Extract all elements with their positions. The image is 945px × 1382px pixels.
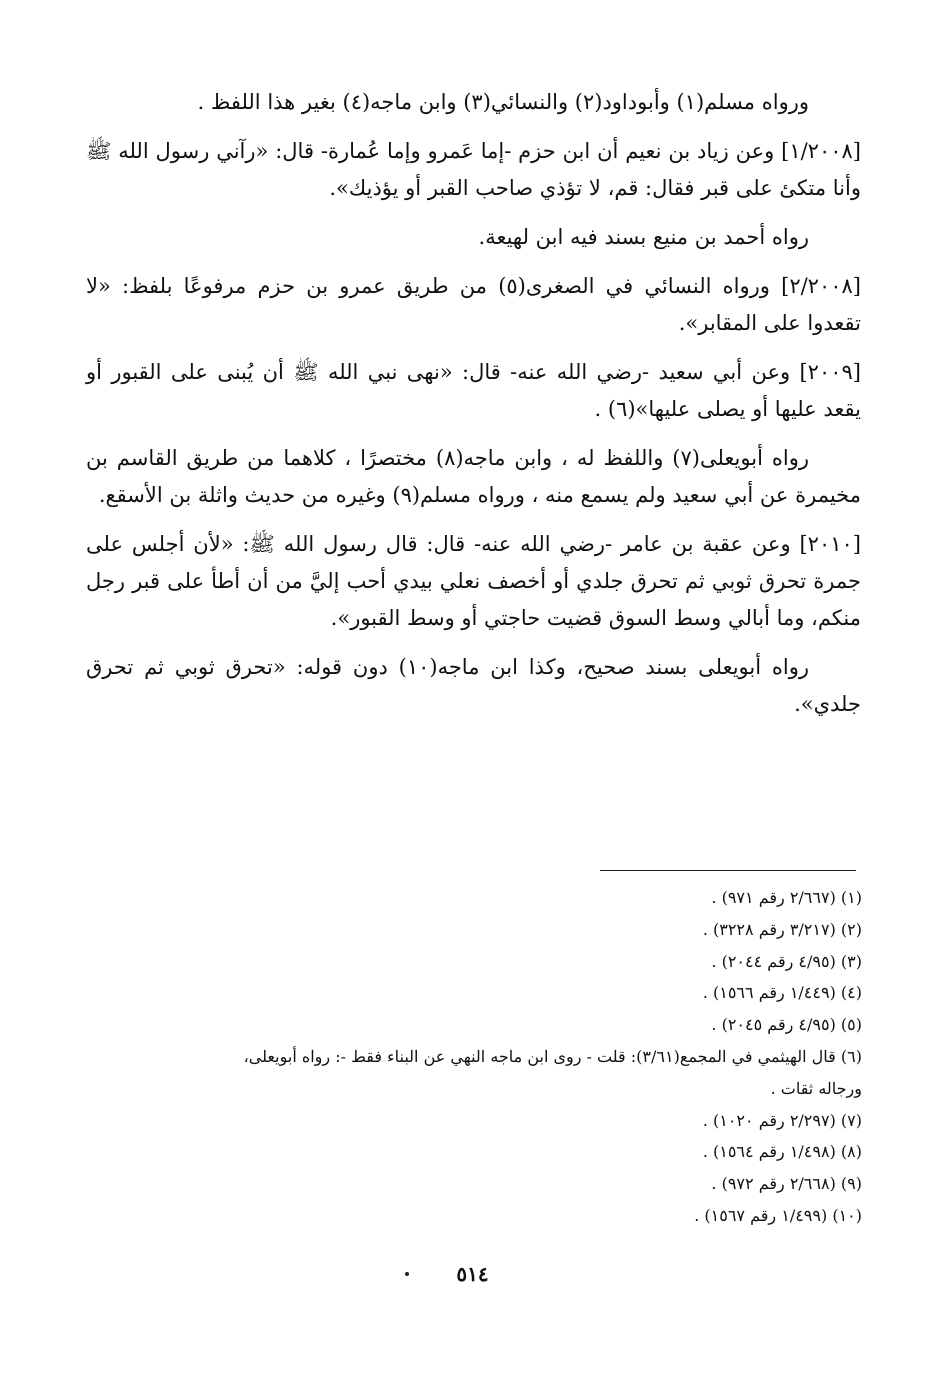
footnote-item: (١٠) (١/٤٩٩ رقم ١٥٦٧) . <box>694 1205 862 1225</box>
footnote-item: (٢) (٣/٢١٧ رقم ٣٢٢٨) . <box>702 919 862 939</box>
footnote-item: (٩) (٢/٦٦٨ رقم ٩٧٢) . <box>711 1174 862 1194</box>
main-text <box>86 84 861 735</box>
footnote-item: (٥) (٤/٩٥ رقم ٢٠٤٥) . <box>711 1015 862 1035</box>
takhrij-abu-yala: رواه أبويعلى(٧) واللفظ له ، وابن ماجه(٨) مختصرًا ، كلاهما من طريق القاسم بن مخيمرة عن أبي سعيد ولم يسمع منه ، ورواه مسلم(٩) وغيره من حديث واثلة بن الأسقع. <box>86 446 861 507</box>
footnote-item: (٧) (٢/٢٩٧ رقم ١٠٢٠) . <box>702 1110 862 1130</box>
footnote-item: (١) (٢/٦٦٧ رقم ٩٧١) . <box>711 888 862 907</box>
footnotes <box>200 882 862 1232</box>
footnote-item: (٨) (١/٤٩٨ رقم ١٥٦٤) . <box>702 1142 862 1162</box>
hadith-2008-2: [٢/٢٠٠٨] ورواه النسائي في الصغرى(٥) من طريق عمرو بن حزم مرفوعًا بلفظ: «لا تقعدوا على المقابر». <box>86 274 861 335</box>
footnote-item: (٣) (٤/٩٥ رقم ٢٠٤٤) . <box>711 951 862 971</box>
hadith-2009: [٢٠٠٩] وعن أبي سعيد -رضي الله عنه- قال: «نهى نبي الله ﷺ أن يُبنى على القبور أو يقعد عليها أو يصلى عليها»(٦) . <box>86 360 861 421</box>
footnote-divider <box>600 870 856 871</box>
takhrij-abu-yala-sahih: رواه أبويعلى بسند صحيح، وكذا ابن ماجه(١٠) دون قوله: «تحرق ثوبي ثم تحرق جلدي». <box>86 655 861 716</box>
hadith-2008-1: [١/٢٠٠٨] وعن زياد بن نعيم أن ابن حزم -إما عَمرو وإما عُمارة- قال: «رآني رسول الله ﷺ وأنا متكئ على قبر فقال: قم، لا تؤذي صاحب القبر أو يؤذيك». <box>86 139 861 200</box>
takhrij-ahmad-bin-mani: رواه أحمد بن منيع بسند فيه ابن لهيعة. <box>478 225 809 249</box>
page-number: ٥١٤ <box>456 1262 489 1286</box>
footnote-item: (٦) قال الهيثمي في المجمع(٣/٦١): قلت - روى ابن ماجه النهي عن البناء فقط -: رواه أبويعلى، ورجاله ثقات . <box>243 1046 862 1098</box>
hadith-2010: [٢٠١٠] وعن عقبة بن عامر -رضي الله عنه- قال: قال رسول الله ﷺ: «لأن أجلس على جمرة تحرق ثوبي ثم تحرق جلدي أو أخصف نعلي بيدي أحب إليَّ من أن أطأ على قبر رجل منكم، وما أبالي وسط السوق قضيت حاجتي أو وسط القبور». <box>86 532 861 630</box>
footnote-item: (٤) (١/٤٤٩ رقم ١٥٦٦) . <box>702 983 862 1003</box>
paragraph-narrators: ورواه مسلم(١) وأبوداود(٢) والنسائي(٣) وابن ماجه(٤) بغير هذا اللفظ . <box>197 90 809 114</box>
